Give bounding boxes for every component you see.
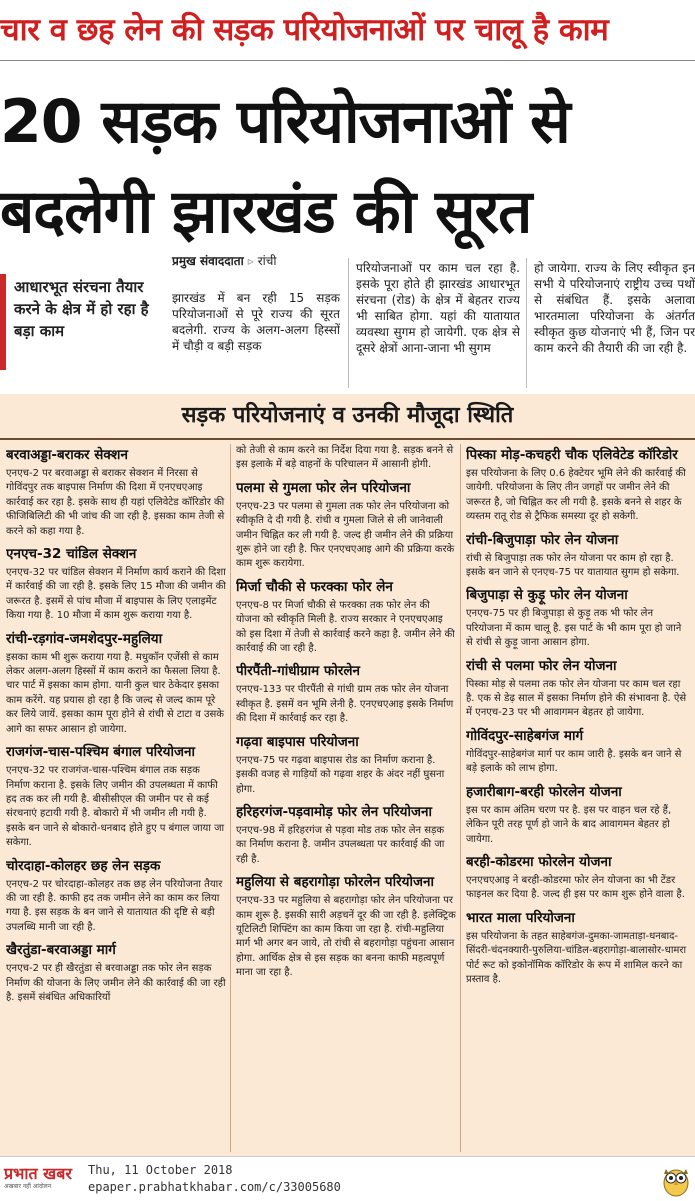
project-title: चोरदाहा-कोलहर छह लेन सड़क (6, 857, 161, 874)
project-title: रांची-बिजुपाड़ा फोर लेन योजना (466, 531, 619, 548)
project-body: एनएच-33 पर महुलिया से बहरागोड़ा फोर लेन परियोजना पर काम शुरू है. इसकी सारी अड़चनें दूर की जा रही है. इलेक्ट्रिक यूटिलिटी शिफ्टिंग का काम किया जा रहा है. रांची-महुलिया मार्ग भी अगर बन जाये, तो रांची से बहरागोड़ा पहुंचना आसान होगा. आर्थिक क्षेत्र से इस सड़क का बनना काफी महत्वपूर्ण माना जा रहा है. (236, 895, 456, 979)
project-body: एनएच-32 पर राजगंज-चास-पश्चिम बंगाल तक सड़क निर्माण कराना है. इसके लिए जमीन की उपलब्धता में काफी हद तक कर ली गयी है. बीसीसीएल की जमीन पर से कई संरचनाएं हटायी गयी है. बोकारो में भी जमीन ली गयी है. इसके बन जाने से बोकारो-धनबाद होते हुए प बंगाल जाया जा सकेगा. (6, 765, 225, 849)
project-body-continued: को तेजी से काम करने का निर्देश दिया गया है. सड़क बनने से इस इलाके में बड़े वाहनों के परिचालन में आसानी होगी. (236, 445, 454, 471)
project-title: पलमा से गुमला फोर लेन परियोजना (236, 479, 411, 496)
project-title: रांची-रड़गांव-जमशेदपुर-महुलिया (6, 630, 163, 647)
project-title: पिस्का मोड़-कचहरी चौक एलिवेटेड कॉरिडोर (466, 447, 678, 463)
epaper-url[interactable]: epaper.prabhatkhabar.com/c/33005680 (88, 1180, 341, 1194)
column-divider (526, 258, 527, 388)
project-title: भारत माला परियोजना (466, 909, 575, 926)
intro-column-2: परियोजनाओं पर काम चल रहा है. इसके पूरा होते ही झारखंड आधारभूत संरचना (रोड) के क्षेत्र में बेहतर राज्य भी साबित होगा. यहां की यातायात व्यवस्था सुगम हो जायेगी. एक क्षेत्र से दूसरे क्षेत्रों आना-जाना भी सुगम (356, 261, 520, 355)
project-title: बिजुपाड़ा से कुड़ू फोर लेन योजना (466, 587, 628, 604)
intro-column-3: हो जायेगा. राज्य के लिए स्वीकृत इन सभी ये परियोजनाएं राष्ट्रीय उच्च पथों से संबंधित हैं. इसके अलावा भारतमाला परियोजना के अंतर्गत स्वीकृत कुछ योजनाएं भी हैं, जिन पर काम करने की तैयारी की जा रही है. (534, 261, 695, 355)
logo-tagline: अखबार नहीं आंदोलन (4, 1183, 52, 1190)
byline-name: प्रमुख संवाददाता (172, 254, 244, 268)
subhead-box (0, 262, 160, 382)
kicker-headline: चार व छह लेन की सड़क परियोजनाओं पर चालू है काम (0, 12, 609, 48)
divider (0, 60, 695, 61)
project-body: इसका काम भी शुरू कराया गया है. मधुकॉन एजेंसी से काम लेकर अलग-अलग हिस्सों में काम कराने का फैसला लिया है. चार पार्ट में इसका काम होगा. यानी कुल चार ठेकेदार इसका काम करेंगे. यह प्रयास हो रहा है कि जल्द से जल्द काम पूरे कर लिये जायें. इसका काम पूरा होने से रांची से टाटा व उसके आगे का सफर आसान हो जायेगा. (6, 651, 224, 735)
byline (172, 252, 276, 269)
byline-place: रांची (257, 254, 277, 268)
project-body: एनएच-23 पर पलमा से गुमला तक फोर लेन परियोजना को स्वीकृति दे दी गयी है. रांची व गुमला जिले से ली जानेवाली जमीन चिह्नित कर ली गयी है. जल्द ही जमीन लेने की प्रक्रिया शुरू होने जा रही है. फिर एनएचएआइ आगे की प्रक्रिया करके काम शुरू करायेगा. (236, 500, 455, 570)
project-title: खैरतुंडा-बरवाअड्डा मार्ग (6, 942, 116, 959)
project-body: एनएच-75 पर ही बिजुपाड़ा से कुड़ू तक भी फोर लेन परियोजना में काम चालू है. इस पार्ट के भी काम पूरा हो जाने से रांची से कुड़ू जाना आसान होगा. (466, 608, 682, 649)
project-body: इस पर काम अंतिम चरण पर है. इस पर वाहन चल रहे हैं, लेकिन पूरी तरह पूर्ण हो जाने के बाद आवागमन बेहतर हो जायेगा. (466, 804, 672, 845)
project-title: गोविंदपुर-साहेबगंज मार्ग (466, 727, 584, 744)
project-body: एनएच-98 में हरिहरगंज से पड़वा मोड तक फोर लेन सड़क का निर्माण कराना है. जमीन उपलब्धता पर कार्रवाई की जा रही है. (236, 824, 445, 865)
project-body: एनएच-2 पर ही खैरतुंडा से बरवाअड्डा तक फोर लेन सड़क निर्माण की योजना के लिए जमीन लेने की कार्रवाई की जा रही है. इसमें संबंधित अधिकारियों (6, 963, 226, 1003)
project-title: महुलिया से बहरागोड़ा फोरलेन परियोजना (236, 874, 434, 891)
project-body: रांची से बिजुपाड़ा तक फोर लेन योजना पर काम हो रहा है. इसके बन जाने से एनएच-75 पर यातायात सुगम हो सकेगा. (466, 552, 680, 579)
project-title: गढ़वा बाइपास परियोजना (236, 733, 359, 750)
byline-separator-icon: ▹ (247, 254, 254, 268)
project-title: मिर्जा चौकी से फरक्का फोर लेन (236, 578, 393, 595)
projects-column-1 (6, 444, 226, 1152)
project-body: एनएच-75 पर गढ़वा बाइपास रोड का निर्माण कराना है. इसकी वजह से गाड़ियों को गढ़वा शहर के अंदर नहीं घुसना होगा. (236, 754, 445, 795)
projects-column-2 (236, 444, 456, 1152)
project-title: एनएच-32 चांडिल सेक्शन (6, 546, 137, 563)
project-body: इस परियोजना के लिए 0.6 हेक्टेयर भूमि लेने की कार्रवाई की जायेगी. परियोजना के लिए तीन जगहों पर जमीन लेने की जरूरत है, जो चिह्नित कर ली गयी है. इसके बनने से शहर के व्यस्तम रातू रोड से ट्रैफिक समस्या दूर हो सकेगी. (466, 468, 686, 523)
column-divider (348, 258, 349, 388)
headline-line-1: 20 सड़क परियोजनाओं से (0, 87, 570, 157)
section-title: सड़क परियोजनाएं व उनकी मौजूदा स्थिति (181, 403, 514, 428)
project-title: बरवाअड्डा-बराकर सेक्शन (6, 447, 128, 463)
project-body: पिस्का मोड़ से पलमा तक फोर लेन योजना पर काम चल रहा है. एक से डेढ़ साल में इसका निर्माण होने की संभावना है. ऐसे में एनएच-23 पर भी आवागमन बेहतर हो जायेगा. (466, 678, 687, 719)
logo-wordmark: प्रभात खबर (4, 1164, 72, 1183)
projects-column-3 (466, 444, 690, 1152)
project-body: गोविंदपुर-साहेबगंज मार्ग पर काम जारी है. इसके बन जाने से बड़े इलाके को लाभ होगा. (466, 748, 682, 775)
project-body: एनएच-8 पर मिर्जा चौकी से फरक्का तक फोर लेन की योजना को स्वीकृति मिली है. राज्य सरकार ने एनएचएआइ को इस दिशा में तेजी से कार्रवाई करने कहा है. जमीन लेने की कार्रवाई की जा रही है. (236, 599, 455, 655)
column-divider (460, 444, 461, 1152)
epaper-footer (0, 1156, 695, 1201)
project-title: रांची से पलमा फोर लेन योजना (466, 657, 617, 674)
headline-line-2: बदलेगी झारखंड की सूरत (0, 177, 532, 247)
subhead-accent-bar (0, 274, 6, 370)
intro-column-1: झारखंड में बन रही 15 सड़क परियोजनाओं से पूरे राज्य की सूरत बदलेगी. राज्य के अलग-अलग हिस्सों में चौड़ी व बड़ी सड़क (172, 291, 340, 353)
edition-date: Thu, 11 October 2018 (88, 1163, 233, 1177)
column-divider (230, 444, 231, 1152)
project-body: एनएच-32 पर चांडिल सेक्शन में निर्माण कार्य कराने की दिशा में कार्रवाई की जा रही है. इसके लिए 15 मौजा की जमीन की जरूरत है. इसमें से पांच मौजा में बाइपास के लिए एलाइमेंट किया गया है. 10 मौजा में काम शुरू कराया गया है. (6, 567, 226, 622)
project-body: एनएच-2 पर चोरदाहा-कोलहर तक छह लेन परियोजना तैयार की जा रही है. काफी हद तक जमीन लेने का काम कर लिया गया है. इस सड़क के बन जाने से यातायात की दृष्टि से बड़ी उपलब्धि मानी जा रही है. (6, 878, 223, 933)
section-title-rule (0, 438, 695, 440)
project-body: एनएच-133 पर पीरपैंती से गांधी ग्राम तक फोर लेन योजना स्वीकृत है. इसमें वन भूमि लेनी है. एनएचएआइ इसके निर्माण की दिशा में कार्रवाई कर रहा है. (236, 684, 454, 725)
project-title: बरही-कोडरमा फोरलेन योजना (466, 853, 612, 870)
project-title: हजारीबाग-बरही फोरलेन योजना (466, 783, 622, 800)
project-title: पीरपैंती-गांधीग्राम फोरलेन (236, 663, 360, 680)
project-title: राजगंज-चास-पश्चिम बंगाल परियोजना (6, 744, 195, 761)
project-body: एनएच-2 पर बरवाअड्डा से बराकर सेक्शन में निरसा से गोविंदपुर तक बाइपास निर्माण की दिशा में एनएचएआइ कार्रवाई कर रहा है. इसके साथ ही यहां एलिवेटेड कॉरिडोर की फीजिबिलिटी की भी जांच की जा रही है. इसका काम तेजी से करने को कहा गया है. (6, 468, 225, 537)
subhead-text: आधारभूत संरचना तैयार करने के क्षेत्र में हो रहा है बड़ा काम (14, 278, 149, 340)
project-title: हरिहरगंज-पड़वामोड़ फोर लेन परियोजना (236, 803, 432, 820)
project-body: एनएचएआइ ने बरही-कोडरमा फोर लेन योजना का भी टेंडर फाइनल कर दिया है. जल्द ही इस पर काम शुरू होने वाला है. (466, 874, 685, 901)
owl-icon (660, 1163, 692, 1197)
newspaper-logo[interactable] (4, 1165, 76, 1195)
project-body: इस परियोजना के तहत साहेबगंज-दुमका-जामताड़ा-धनबाद-सिंदरी-चंदनक्यारी-पुरुलिया-चांडिल-बहरागोड़ा-बालासोर-धामरा पोर्ट रूट को इकोनॉमिक कॉरिडोर के रूप में शामिल करने का प्रस्ताव है. (466, 930, 687, 985)
